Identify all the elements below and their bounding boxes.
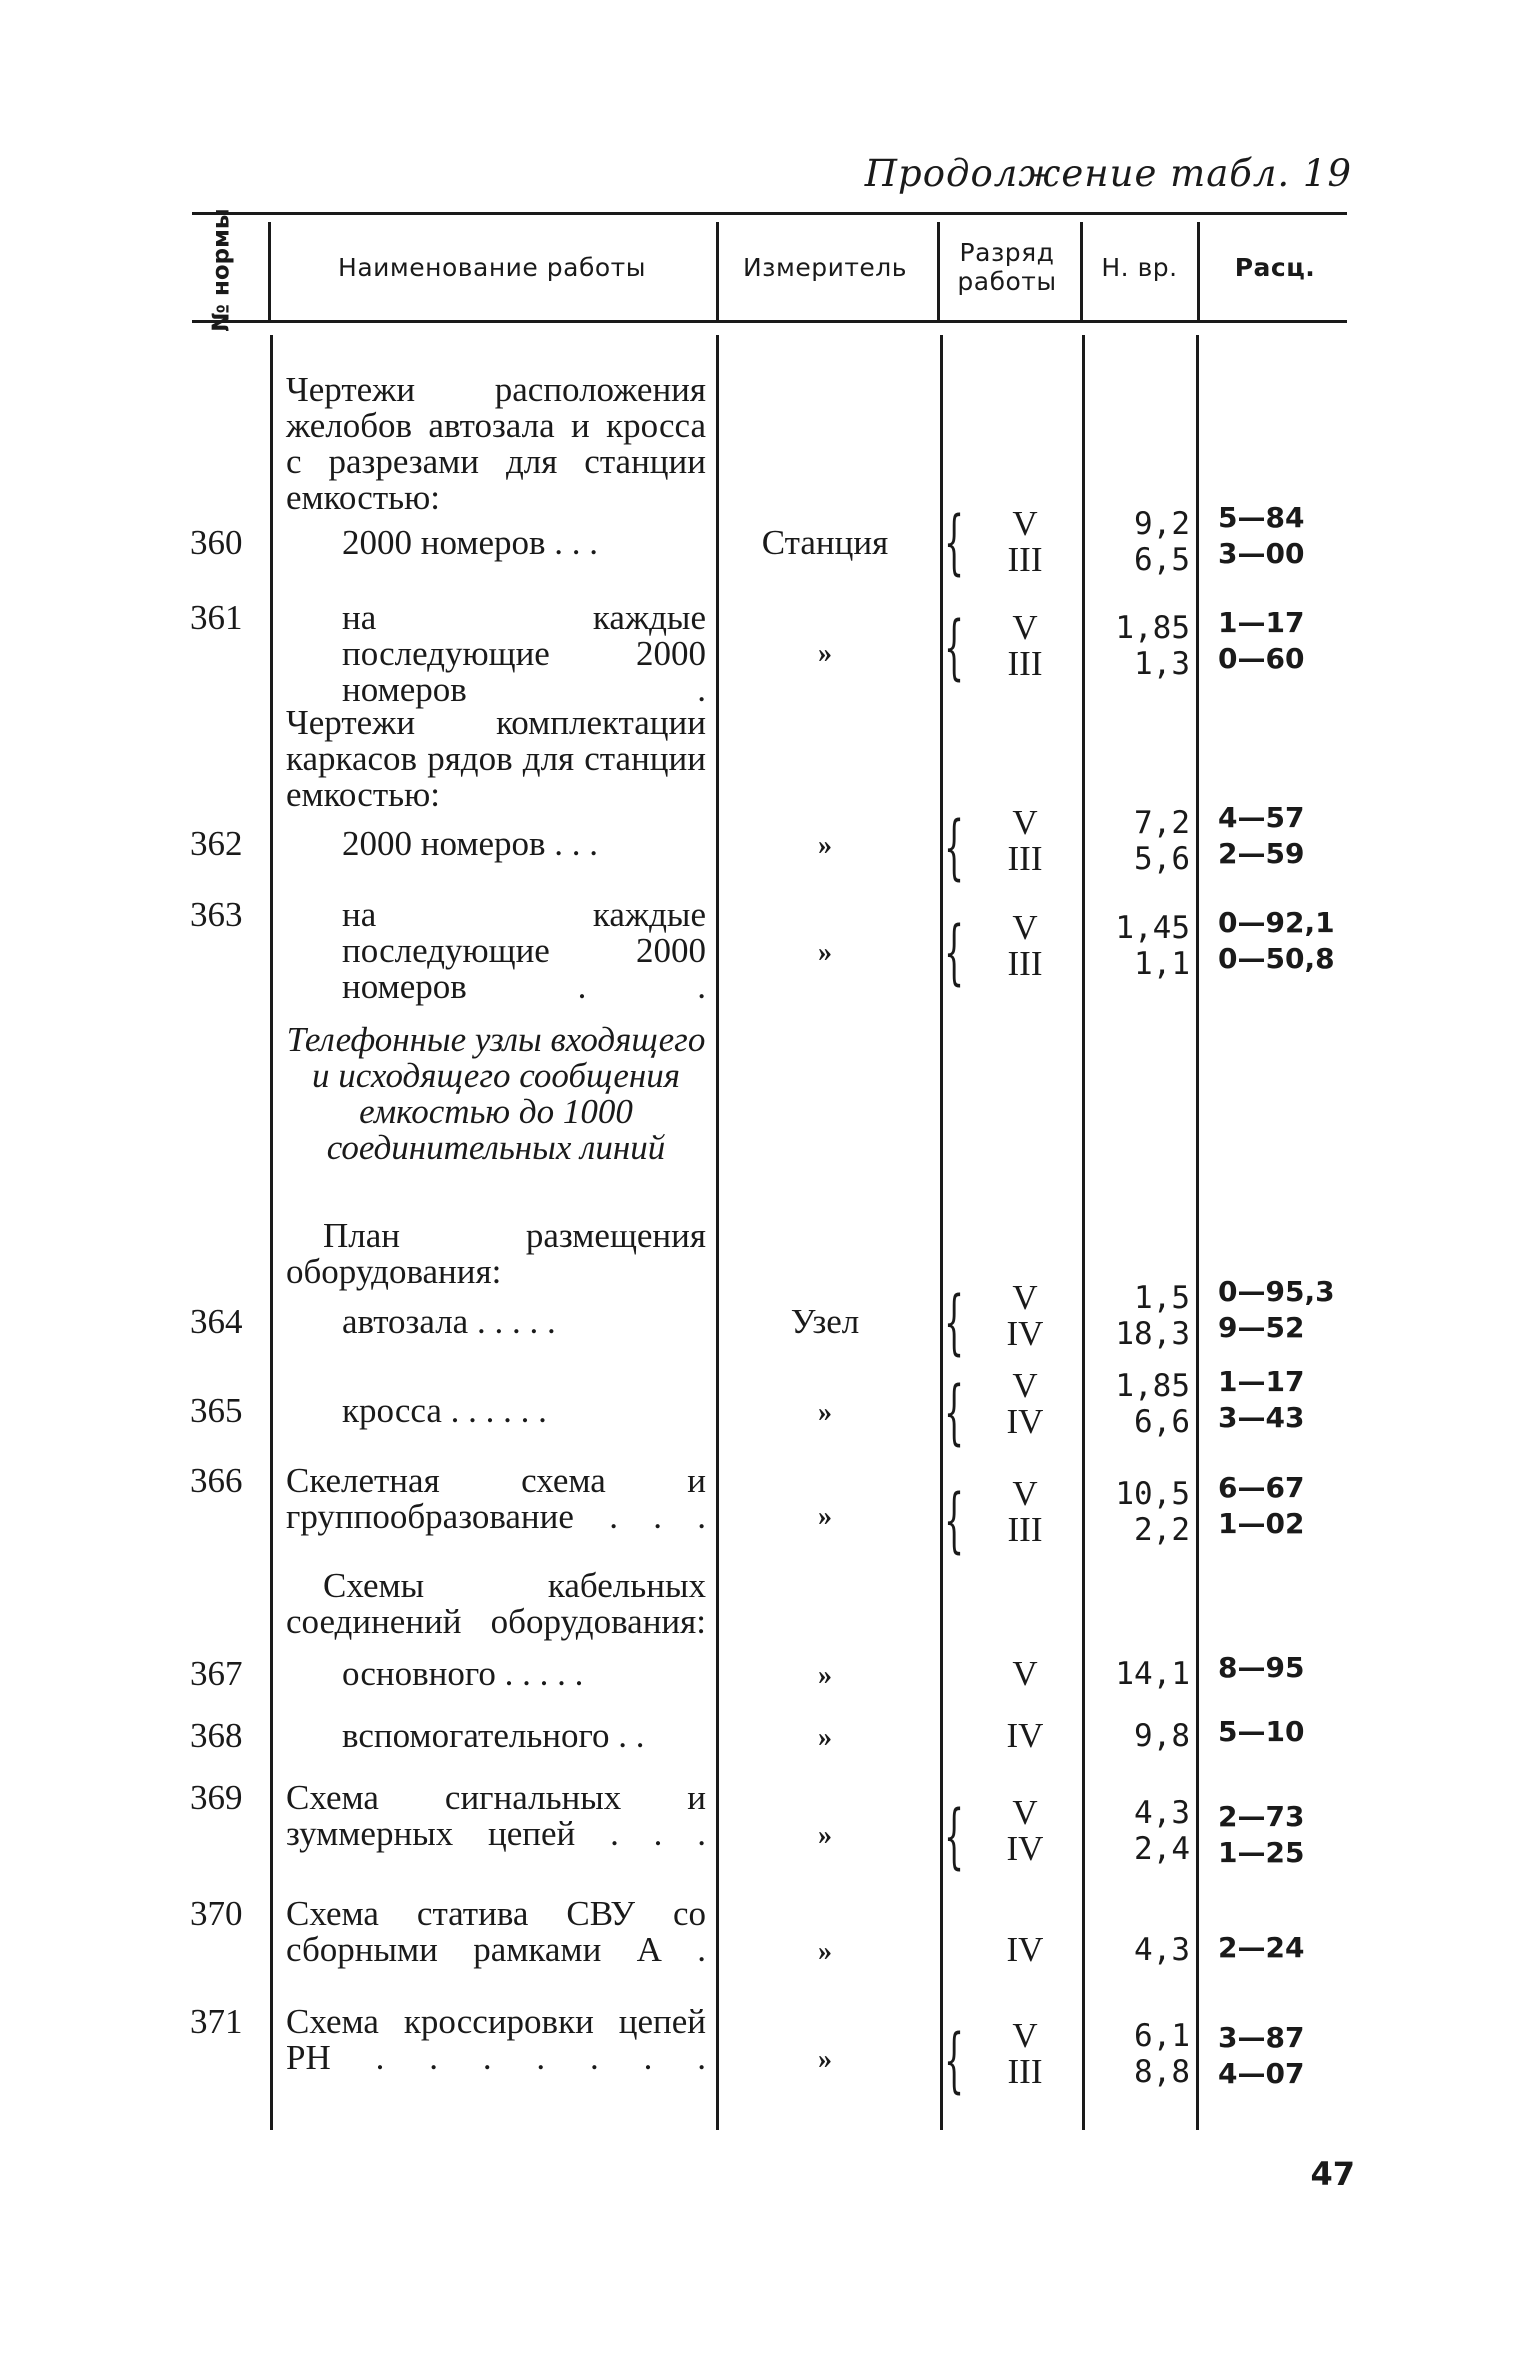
row-pay: 4—07 [1218, 2057, 1305, 2090]
row-number: 366 [190, 1461, 243, 1500]
row-norm: 10,5 [1115, 1476, 1190, 1512]
row-pay: 3—43 [1218, 1401, 1305, 1434]
row-grade: V [1012, 1366, 1038, 1405]
row-pay: 3—00 [1218, 537, 1305, 570]
row-number: 362 [190, 824, 243, 863]
header-grade: Разряд работы [957, 238, 1057, 296]
header-top-rule [192, 212, 1347, 215]
row-norm: 2,2 [1134, 1512, 1190, 1548]
row-norm: 1,85 [1115, 610, 1190, 646]
row-number: 364 [190, 1302, 243, 1341]
row-grade: IV [1006, 1930, 1044, 1969]
row-grade: V [1012, 1654, 1038, 1693]
row-norm: 5,6 [1134, 841, 1190, 877]
column-rule [268, 222, 271, 322]
row-norm: 18,3 [1115, 1316, 1190, 1352]
row-pay: 1—17 [1218, 1365, 1305, 1398]
row-pay: 0—50,8 [1218, 942, 1335, 975]
row-name: Схема сигнальных и зуммерных цепей . . . [286, 1778, 706, 1853]
row-grade: III [1007, 2052, 1043, 2091]
header-unit: Измеритель [742, 252, 907, 282]
row-unit: » [818, 2044, 832, 2075]
row-norm: 8,8 [1134, 2054, 1190, 2090]
row-pay: 9—52 [1218, 1311, 1305, 1344]
row-number: 370 [190, 1894, 243, 1933]
row-norm: 1,45 [1115, 910, 1190, 946]
row-number: 361 [190, 598, 243, 637]
header-no: № нормы [209, 208, 235, 332]
row-unit: » [818, 830, 832, 861]
row-name: на каждые последующие 2000 номеров . [342, 598, 706, 709]
row-pay: 1—02 [1218, 1507, 1305, 1540]
row-grade: III [1007, 1510, 1043, 1549]
row-grade: V [1012, 1474, 1038, 1513]
row-pay: 2—24 [1218, 1931, 1305, 1964]
column-rule [940, 335, 943, 2130]
section-heading: Схемы кабельных соединений оборудования: [286, 1566, 706, 1641]
row-norm: 2,4 [1134, 1831, 1190, 1867]
row-grade: IV [1006, 1716, 1044, 1755]
row-grade: III [1007, 644, 1043, 683]
header-norm: Н. вр. [1101, 252, 1178, 282]
section-heading: Чертежи расположения желобов автозала и кросса с разрезами для станции емкостью: [286, 370, 706, 517]
row-grade: V [1012, 1793, 1038, 1832]
row-norm: 1,3 [1134, 646, 1190, 682]
row-name: кросса . . . . . . [342, 1391, 547, 1430]
row-name: основного . . . . . [342, 1654, 584, 1693]
row-name: Схема статива СВУ со сборными рамками А . [286, 1894, 706, 1969]
column-rule [716, 335, 719, 2130]
column-rule [1196, 335, 1199, 2130]
row-number: 369 [190, 1778, 243, 1817]
row-norm: 1,5 [1134, 1280, 1190, 1316]
row-grade: V [1012, 504, 1038, 543]
brace: { [944, 1371, 965, 1453]
header-name: Наименование работы [338, 252, 646, 282]
row-grade: V [1012, 608, 1038, 647]
row-grade: IV [1006, 1829, 1044, 1868]
row-norm: 6,6 [1134, 1404, 1190, 1440]
row-number: 365 [190, 1391, 243, 1430]
row-pay: 2—73 [1218, 1800, 1305, 1833]
brace: { [944, 1479, 965, 1561]
row-number: 371 [190, 2002, 243, 2041]
brace: { [944, 911, 965, 993]
page-number: 47 [1310, 2155, 1355, 2193]
brace: { [944, 1281, 965, 1363]
row-pay: 5—10 [1218, 1715, 1305, 1748]
row-name: вспомогательного . . [342, 1716, 645, 1755]
row-unit: Станция [761, 523, 889, 562]
row-grade: III [1007, 944, 1043, 983]
row-grade: V [1012, 1278, 1038, 1317]
row-norm: 9,2 [1134, 506, 1190, 542]
row-unit: » [818, 1936, 832, 1967]
header-pay: Расц. [1234, 252, 1316, 282]
row-unit: » [818, 1660, 832, 1691]
row-pay: 4—57 [1218, 801, 1305, 834]
row-norm: 9,8 [1134, 1718, 1190, 1754]
column-rule [716, 222, 719, 322]
row-number: 367 [190, 1654, 243, 1693]
row-pay: 0—95,3 [1218, 1275, 1335, 1308]
row-unit: » [818, 1501, 832, 1532]
row-unit: » [818, 1722, 832, 1753]
row-grade: V [1012, 803, 1038, 842]
column-rule [1080, 222, 1083, 322]
row-norm: 1,1 [1134, 946, 1190, 982]
row-norm: 1,85 [1115, 1368, 1190, 1404]
row-name: 2000 номеров . . . [342, 523, 599, 562]
row-pay: 1—17 [1218, 606, 1305, 639]
row-number: 363 [190, 895, 243, 934]
brace: { [944, 2019, 965, 2101]
row-norm: 7,2 [1134, 805, 1190, 841]
row-name: автозала . . . . . [342, 1302, 556, 1341]
row-grade: IV [1006, 1402, 1044, 1441]
row-unit: » [818, 638, 832, 669]
column-rule [1082, 335, 1085, 2130]
brace: { [944, 1795, 965, 1877]
row-norm: 6,1 [1134, 2018, 1190, 2054]
row-grade: III [1007, 540, 1043, 579]
row-unit: » [818, 1397, 832, 1428]
row-unit: » [818, 1820, 832, 1851]
row-norm: 4,3 [1134, 1795, 1190, 1831]
row-pay: 0—92,1 [1218, 906, 1335, 939]
row-norm: 6,5 [1134, 542, 1190, 578]
row-unit: Узел [790, 1302, 860, 1341]
row-grade: IV [1006, 1314, 1044, 1353]
brace: { [944, 501, 965, 583]
brace: { [944, 606, 965, 688]
row-number: 360 [190, 523, 243, 562]
row-grade: V [1012, 908, 1038, 947]
column-rule [1197, 222, 1200, 322]
row-pay: 5—84 [1218, 501, 1305, 534]
column-rule [270, 335, 273, 2130]
row-norm: 4,3 [1134, 1932, 1190, 1968]
row-pay: 6—67 [1218, 1471, 1305, 1504]
row-name: на каждые последующие 2000 номеров . . [342, 895, 706, 1006]
row-unit: » [818, 937, 832, 968]
column-rule [937, 222, 940, 322]
header-bottom-rule [192, 320, 1347, 323]
row-norm: 14,1 [1115, 1656, 1190, 1692]
row-pay: 1—25 [1218, 1836, 1305, 1869]
row-pay: 8—95 [1218, 1651, 1305, 1684]
row-grade: V [1012, 2016, 1038, 2055]
row-pay: 0—60 [1218, 642, 1305, 675]
row-name: 2000 номеров . . . [342, 824, 599, 863]
row-number: 368 [190, 1716, 243, 1755]
row-name: Схема кроссировки цепей РН . . . . . . . [286, 2002, 706, 2077]
section-heading-italic: Телефонные узлы входящего и исходящего сообщения емкостью до 1000 соединительных линий [286, 1020, 706, 1167]
row-name: Скелетная схема и группообразование . . . [286, 1461, 706, 1536]
row-grade: III [1007, 839, 1043, 878]
row-pay: 2—59 [1218, 837, 1305, 870]
brace: { [944, 806, 965, 888]
row-pay: 3—87 [1218, 2021, 1305, 2054]
section-heading: План размещения оборудования: [286, 1216, 706, 1291]
section-heading: Чертежи комплектации каркасов рядов для станции емкостью: [286, 703, 706, 814]
table-caption: Продолжение табл. 19 [864, 152, 1352, 195]
